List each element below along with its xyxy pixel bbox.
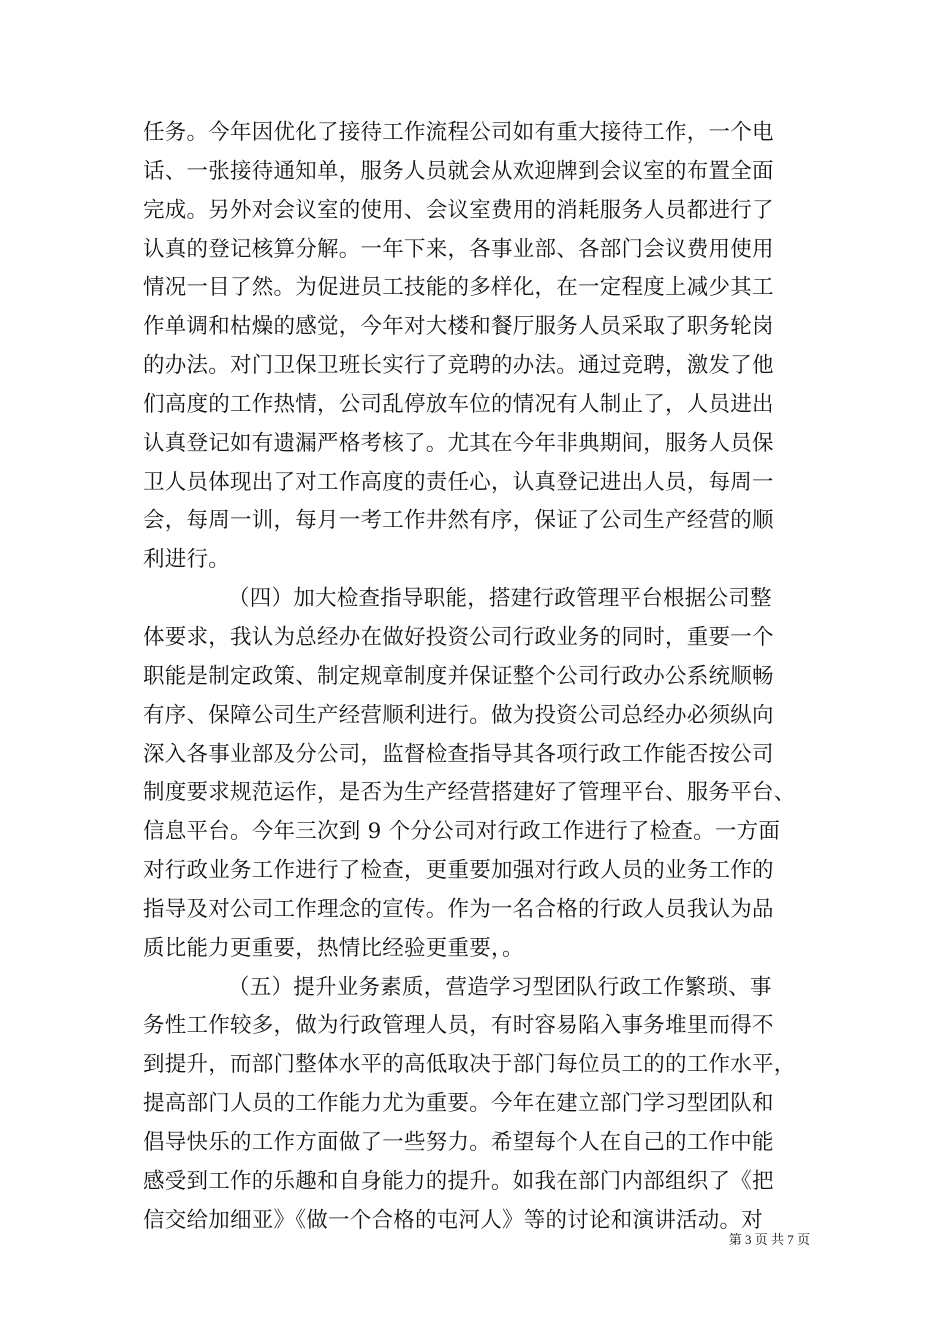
text-line: 质比能力更重要，热情比经验更重要，。 xyxy=(143,935,524,961)
text-line: 认真登记如有遗漏严格考核了。尤其在今年非典期间，服务人员保 xyxy=(143,430,774,456)
page-number-footer: 第 3 页 共 7 页 xyxy=(728,1232,810,1247)
body-text xyxy=(143,114,813,1240)
section-heading-line: （四）加大检查指导职能，搭建行政管理平台根据公司整 xyxy=(143,586,772,612)
text-line: 职能是制定政策、制定规章制度并保证整个公司行政办公系统顺畅 xyxy=(143,663,774,689)
text-line: 制度要求规范运作，是否为生产经营搭建好了管理平台、服务平台、 xyxy=(143,780,796,806)
text-line: 话、一张接待通知单，服务人员就会从欢迎牌到会议室的布置全面 xyxy=(143,158,774,184)
text-line: 指导及对公司工作理念的宣传。作为一名合格的行政人员我认为品 xyxy=(143,896,774,922)
text-line: 务性工作较多，做为行政管理人员，有时容易陷入事务堆里而得不 xyxy=(143,1013,774,1039)
text-line: 到提升，而部门整体水平的高低取决于部门每位员工的的工作水平， xyxy=(143,1052,796,1078)
text-line: 利进行。 xyxy=(143,547,231,573)
text-line: 的办法。对门卫保卫班长实行了竞聘的办法。通过竞聘，激发了他 xyxy=(143,353,774,379)
text-line: 信交给加细亚》《做一个合格的屯河人》等的讨论和演讲活动。对 xyxy=(143,1207,764,1233)
text-line: 体要求，我认为总经办在做好投资公司行政业务的同时，重要一个 xyxy=(143,624,774,650)
text-line: 卫人员体现出了对工作高度的责任心，认真登记进出人员，每周一 xyxy=(143,469,774,495)
text-line: 有序、保障公司生产经营顺利进行。做为投资公司总经办必须纵向 xyxy=(143,702,774,728)
text-line: 完成。另外对会议室的使用、会议室费用的消耗服务人员都进行了 xyxy=(143,197,774,223)
text-line: 对行政业务工作进行了检查，更重要加强对行政人员的业务工作的 xyxy=(143,858,774,884)
text-line: 信息平台。今年三次到 9 个分公司对行政工作进行了检查。一方面 xyxy=(143,819,781,845)
text-line: 会，每周一训，每月一考工作井然有序，保证了公司生产经营的顺 xyxy=(143,508,774,534)
text-line: 感受到工作的乐趣和自身能力的提升。如我在部门内部组织了《把 xyxy=(143,1168,774,1194)
text-line: 作单调和枯燥的感觉，今年对大楼和餐厅服务人员采取了职务轮岗 xyxy=(143,314,774,340)
text-line: 认真的登记核算分解。一年下来，各事业部、各部门会议费用使用 xyxy=(143,236,774,262)
text-line: 深入各事业部及分公司，监督检查指导其各项行政工作能否按公司 xyxy=(143,741,774,767)
text-line: 情况一目了然。为促进员工技能的多样化，在一定程度上减少其工 xyxy=(143,275,774,301)
section-heading-line: （五）提升业务素质，营造学习型团队行政工作繁琐、事 xyxy=(143,974,772,1000)
text-line: 任务。今年因优化了接待工作流程公司如有重大接待工作，一个电 xyxy=(143,120,774,145)
text-line: 们高度的工作热情，公司乱停放车位的情况有人制止了，人员进出 xyxy=(143,391,774,417)
text-line: 倡导快乐的工作方面做了一些努力。希望每个人在自己的工作中能 xyxy=(143,1129,774,1155)
text-line: 提高部门人员的工作能力尤为重要。今年在建立部门学习型团队和 xyxy=(143,1091,774,1117)
